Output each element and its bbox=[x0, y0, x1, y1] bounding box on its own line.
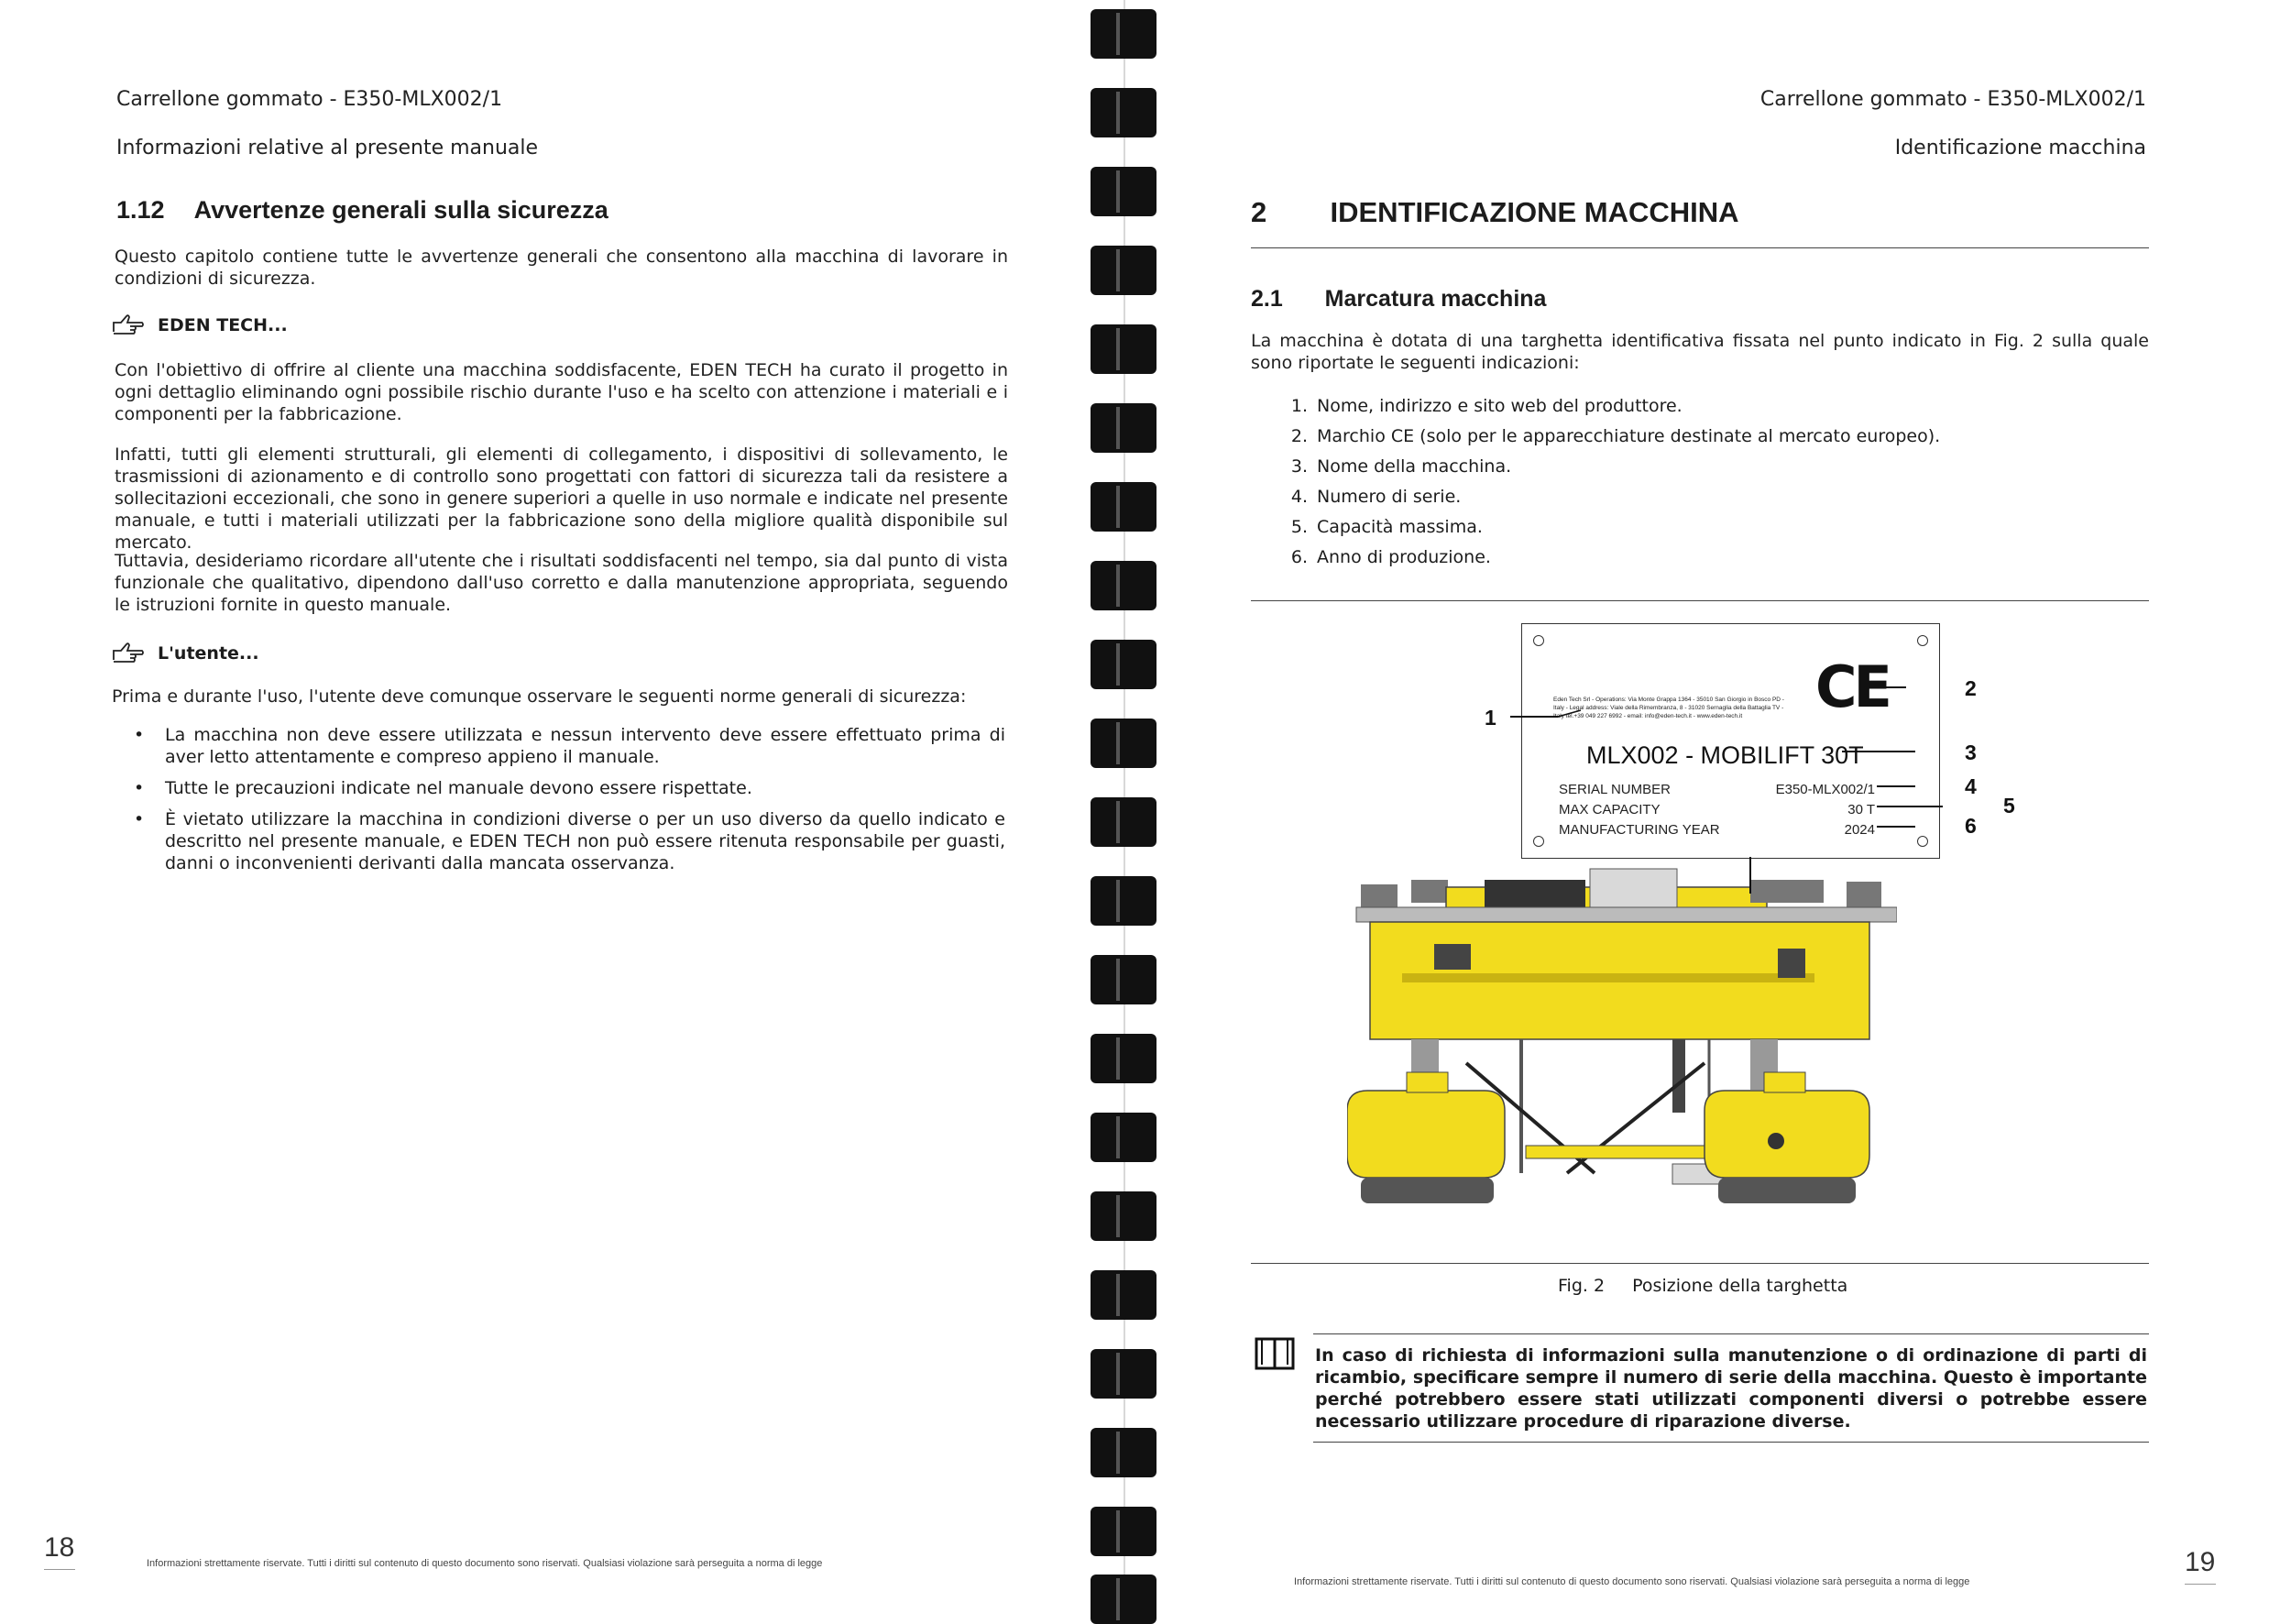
right-footer: Informazioni strettamente riservate. Tutti i diritti sul contenuto di questo documento sono riservati. Qualsiasi violazione sarà perseguita a norma di legge bbox=[1294, 1576, 1970, 1587]
section-title: Avvertenze generali sulla sicurezza bbox=[193, 196, 608, 224]
binding-ring bbox=[1091, 1034, 1156, 1083]
callout-leaders bbox=[1466, 623, 2034, 916]
left-header-subtitle: Informazioni relative al presente manuale bbox=[116, 137, 539, 159]
right-header-title: Carrellone gommato - E350-MLX002/1 bbox=[1759, 88, 2146, 111]
paragraph-2: Infatti, tutti gli elementi strutturali, gli elementi di collegamento, i dispositivi di sollevamento, le trasmissioni di azionamento e di controllo sono progettati con fattori di sicurezza tali da resistere a sollecitazioni eccezionali, che sono in genere superiori a quelle in uso normale e indicate nel presente manuale, e tutti i materiali utilizzati per la fabbricazione sono della migliore qualità disponibile sul mercato. bbox=[115, 444, 1008, 553]
binding-ring bbox=[1091, 403, 1156, 453]
binding-ring bbox=[1091, 246, 1156, 295]
left-footer: Informazioni strettamente riservate. Tutti i diritti sul contenuto di questo documento sono riservati. Qualsiasi violazione sarà perseguita a norma di legge bbox=[147, 1558, 823, 1569]
binding-ring bbox=[1091, 482, 1156, 532]
figure-caption-text: Posizione della targhetta bbox=[1632, 1276, 1848, 1296]
section-number: 1.12 bbox=[116, 196, 165, 224]
book-icon bbox=[1255, 1337, 1295, 1370]
binding-ring bbox=[1091, 719, 1156, 768]
note-utente-title: L'utente... bbox=[158, 643, 259, 664]
right-intro: La macchina è dotata di una targhetta identificativa fissata nel punto indicato in Fig. 2 sulla quale sono riportate le seguenti indicazioni: bbox=[1251, 331, 2149, 373]
binding-ring bbox=[1091, 1349, 1156, 1399]
binding-ring bbox=[1091, 1191, 1156, 1241]
figure-bottom-rule bbox=[1251, 1263, 2149, 1264]
page-number-right: 19 bbox=[2185, 1547, 2216, 1577]
page-number-underline bbox=[44, 1569, 75, 1570]
binding-ring bbox=[1091, 561, 1156, 610]
list-item: 1. Nome, indirizzo e sito web del produttore. bbox=[1290, 396, 1683, 416]
figure-label: Fig. 2 bbox=[1558, 1276, 1606, 1296]
plate-model-name: MLX002 - MOBILIFT 30T bbox=[1586, 741, 1864, 769]
list-item: 3. Nome della macchina. bbox=[1290, 456, 1512, 477]
paragraph-4: Prima e durante l'uso, l'utente deve comunque osservare le seguenti norme generali di sicurezza: bbox=[112, 686, 967, 707]
info-note-top-rule bbox=[1313, 1333, 2149, 1334]
binding-ring bbox=[1091, 1428, 1156, 1477]
binding-ring bbox=[1091, 9, 1156, 59]
figure-top-rule bbox=[1251, 600, 2149, 601]
hand-pointer-icon bbox=[112, 642, 145, 665]
callout-6: 6 bbox=[1965, 814, 1977, 838]
plate-year-label: MANUFACTURING YEAR bbox=[1559, 822, 1720, 838]
callout-2: 2 bbox=[1965, 676, 1977, 700]
binding-ring bbox=[1091, 1575, 1156, 1624]
binding-ring bbox=[1091, 640, 1156, 689]
list-item: 4. Numero di serie. bbox=[1290, 487, 1462, 507]
info-note-bottom-rule bbox=[1313, 1442, 2149, 1443]
plate-manufacturer-info: Eden Tech Srl - Operations: Via Monte Grappa 1364 - 35010 San Giorgio in Bosco PD - Italy - Legal address: Viale della Rimembranza, 8 - 31020 Sernaglia della Battaglia TV - Italy tel.+39 049 227 6992 - email: info@eden-tech.it - www.eden-tech.it bbox=[1553, 697, 1784, 719]
left-page bbox=[0, 0, 1081, 1620]
list-item: 6. Anno di produzione. bbox=[1290, 547, 1491, 567]
plate-capacity-value: 30 T bbox=[1847, 802, 1875, 817]
plate-serial-label: SERIAL NUMBER bbox=[1559, 782, 1671, 797]
plate-info-list bbox=[1251, 396, 1940, 577]
note-eden-tech bbox=[112, 313, 288, 337]
binding-ring bbox=[1091, 955, 1156, 1004]
callout-4: 4 bbox=[1965, 774, 1977, 798]
section-heading bbox=[116, 196, 608, 225]
chapter-number: 2 bbox=[1251, 196, 1267, 228]
ce-mark: CE bbox=[1815, 653, 1889, 720]
intro-paragraph: Questo capitolo contiene tutte le avvertenze generali che consentono alla macchina di lavorare in condizioni di sicurezza. bbox=[115, 247, 1008, 289]
paragraph-1: Con l'obiettivo di offrire al cliente una macchina soddisfacente, EDEN TECH ha curato il progetto in ogni dettaglio eliminando ogni possibile rischio durante l'uso e ha scelto con attenzione i materiali e i componenti per la fabbricazione. bbox=[115, 360, 1008, 424]
figure-caption bbox=[1558, 1276, 1847, 1296]
hand-pointer-icon bbox=[112, 313, 145, 337]
chapter-heading bbox=[1251, 196, 1739, 229]
plate-year-value: 2024 bbox=[1844, 822, 1875, 838]
info-note-text: In caso di richiesta di informazioni sulla manutenzione o di ordinazione di parti di ricambio, specificare sempre il numero di serie della macchina. Questo è importante perché potrebbero essere stati utilizzati componenti diversi o potrebbe essere necessario utilizzare procedure di riparazione diverse. bbox=[1315, 1345, 2147, 1432]
note-utente bbox=[112, 642, 259, 665]
callout-1: 1 bbox=[1485, 706, 1496, 730]
binding-ring bbox=[1091, 167, 1156, 216]
plate-serial-value: E350-MLX002/1 bbox=[1775, 782, 1875, 797]
subsection-heading bbox=[1251, 286, 1546, 313]
paragraph-3: Tuttavia, desideriamo ricordare all'utente che i risultati soddisfacenti nel tempo, sia dal punto di vista funzionale che qualitativo, dipendono dall'uso corretto e dalla manutenzione appropriata, seguendo le istruzioni fornite in questo manuale. bbox=[115, 551, 1008, 615]
list-item: • La macchina non deve essere utilizzata e nessun intervento deve essere effettuato prima di aver letto attentamente e compreso appieno il manuale. bbox=[112, 724, 1005, 768]
plate-capacity-label: MAX CAPACITY bbox=[1559, 802, 1661, 817]
binding-ring bbox=[1091, 88, 1156, 137]
subsection-title: Marcatura macchina bbox=[1324, 286, 1547, 312]
subsection-number: 2.1 bbox=[1251, 286, 1283, 312]
note-eden-tech-title: EDEN TECH... bbox=[158, 315, 288, 335]
spiral-binding bbox=[1087, 0, 1160, 1620]
right-header-subtitle: Identificazione macchina bbox=[1894, 137, 2146, 159]
binding-ring bbox=[1091, 876, 1156, 926]
list-item: 2. Marchio CE (solo per le apparecchiature destinate al mercato europeo). bbox=[1290, 426, 1941, 446]
chapter-rule bbox=[1251, 247, 2149, 248]
machine-illustration bbox=[1347, 861, 1897, 1246]
left-header-title: Carrellone gommato - E350-MLX002/1 bbox=[116, 88, 503, 111]
page-number-left: 18 bbox=[44, 1532, 75, 1563]
safety-bullet-list bbox=[112, 724, 1005, 883]
binding-ring bbox=[1091, 324, 1156, 374]
chapter-title: IDENTIFICAZIONE MACCHINA bbox=[1330, 196, 1739, 228]
callout-3: 3 bbox=[1965, 741, 1977, 764]
list-item: • Tutte le precauzioni indicate nel manuale devono essere rispettate. bbox=[112, 777, 1005, 799]
binding-ring bbox=[1091, 1270, 1156, 1320]
list-item: • È vietato utilizzare la macchina in condizioni diverse o per un uso diverso da quello indicato e descritto nel presente manuale, e EDEN TECH non può essere ritenuta responsabile per guasti, danni o inconvenienti derivanti dalla mancata osservanza. bbox=[112, 808, 1005, 874]
page-number-underline bbox=[2185, 1584, 2216, 1585]
callout-5: 5 bbox=[2003, 794, 2015, 817]
binding-ring bbox=[1091, 1113, 1156, 1162]
binding-ring bbox=[1091, 1507, 1156, 1556]
list-item: 5. Capacità massima. bbox=[1290, 517, 1483, 537]
binding-ring bbox=[1091, 797, 1156, 847]
